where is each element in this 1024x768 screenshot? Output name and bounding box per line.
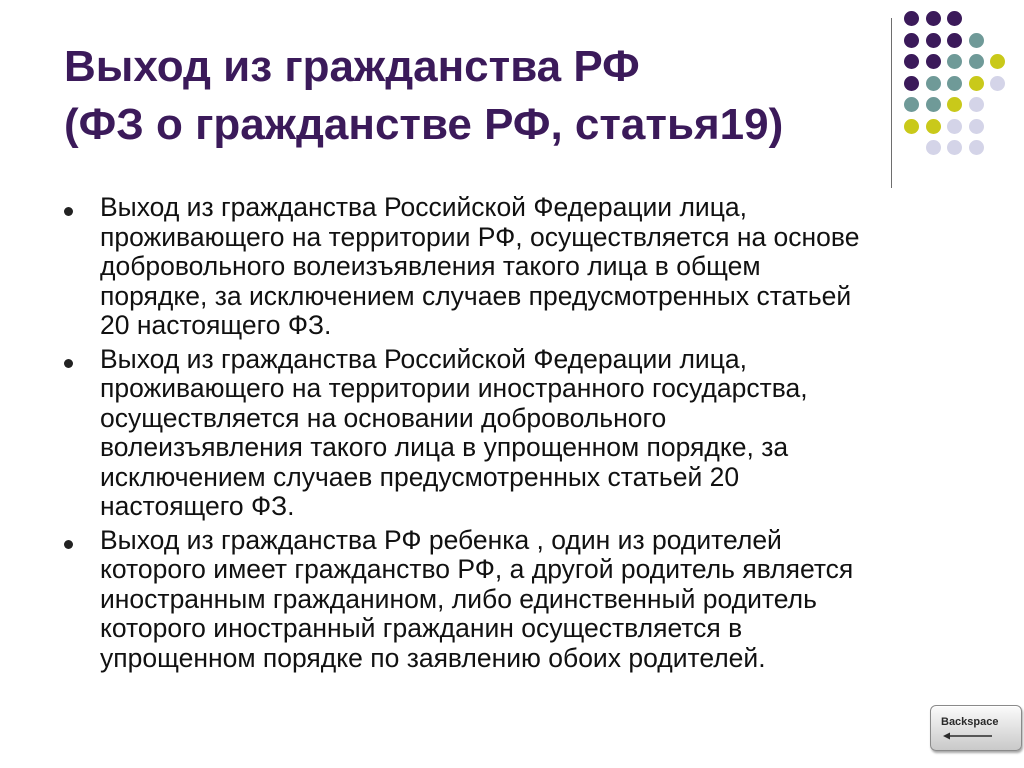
decorative-dot	[926, 54, 941, 69]
bullet-line: которого иностранный гражданин осуществляется в	[100, 613, 743, 643]
slide-title-line-1: Выход из гражданства РФ	[64, 42, 640, 91]
decorative-dot	[969, 54, 984, 69]
bullet-point-icon	[64, 540, 73, 549]
bullet-line: исключением случаев предусмотренных статьей 20	[100, 461, 740, 492]
decorative-dot	[947, 33, 962, 48]
bullet-item-2	[64, 345, 964, 522]
decorative-dot	[904, 33, 919, 48]
bullet-text	[100, 526, 964, 674]
bullet-line: порядке, за исключением случаев предусмотренных статьей	[100, 280, 852, 311]
bullet-line: Выход из гражданства Российской Федерации лица,	[100, 343, 748, 374]
decorative-dot	[969, 76, 984, 91]
decorative-dot	[904, 119, 919, 134]
bullet-line: проживающего на территории иностранного государства,	[100, 373, 808, 403]
decorative-dot	[926, 11, 941, 26]
title-divider	[891, 18, 892, 188]
backspace-button[interactable]	[930, 705, 1022, 751]
bullet-line: волеизъявления такого лица в упрощенном порядке, за	[100, 432, 789, 462]
decorative-dot	[969, 140, 984, 155]
decorative-dot	[947, 119, 962, 134]
bullet-point-icon	[64, 359, 73, 368]
bullet-item-1	[64, 193, 964, 341]
bullet-line: упрощенном порядке по заявлению обоих родителей.	[100, 642, 766, 673]
decorative-dot	[969, 33, 984, 48]
decorative-dot	[926, 33, 941, 48]
decorative-dot	[926, 140, 941, 155]
decorative-dot	[947, 76, 962, 91]
arrow-left-icon	[943, 732, 993, 740]
decorative-dot	[904, 11, 919, 26]
decorative-dot	[969, 119, 984, 134]
decorative-dot	[947, 54, 962, 69]
decorative-dot	[926, 76, 941, 91]
bullet-line: Выход из гражданства Российской Федерации лица,	[100, 192, 748, 222]
bullet-text	[100, 345, 964, 522]
bullet-line: 20 настоящего ФЗ.	[100, 310, 332, 340]
bullet-line: добровольного волеизъявления такого лица в общем	[100, 251, 761, 281]
bullet-line: проживающего на территории РФ, осуществляется на основе	[100, 221, 860, 252]
decorative-dot	[904, 76, 919, 91]
decorative-dot	[990, 54, 1005, 69]
bullet-text	[100, 193, 964, 341]
bullet-point-icon	[64, 207, 73, 216]
bullet-list	[64, 193, 964, 677]
decorative-dot	[904, 54, 919, 69]
backspace-label: Backspace	[941, 716, 999, 728]
decorative-dot	[969, 97, 984, 112]
slide-title-line-2: (ФЗ о гражданстве РФ, статья19)	[64, 100, 784, 149]
decorative-dot	[926, 97, 941, 112]
bullet-line: которого имеет гражданство РФ, а другой родитель является	[100, 554, 854, 584]
bullet-line: иностранным гражданином, либо единственный родитель	[100, 583, 817, 614]
decorative-dot	[947, 97, 962, 112]
slide-title	[64, 38, 884, 154]
decorative-dot	[904, 97, 919, 112]
decorative-dot	[947, 140, 962, 155]
bullet-line: осуществляется на основании добровольного	[100, 402, 667, 433]
bullet-line: Выход из гражданства РФ ребенка , один из родителей	[100, 524, 782, 555]
decorative-dot	[947, 11, 962, 26]
decorative-dot	[926, 119, 941, 134]
bullet-item-3	[64, 526, 964, 674]
bullet-line: настоящего ФЗ.	[100, 491, 295, 521]
decorative-dot-grid	[904, 11, 1014, 171]
decorative-dot	[990, 76, 1005, 91]
